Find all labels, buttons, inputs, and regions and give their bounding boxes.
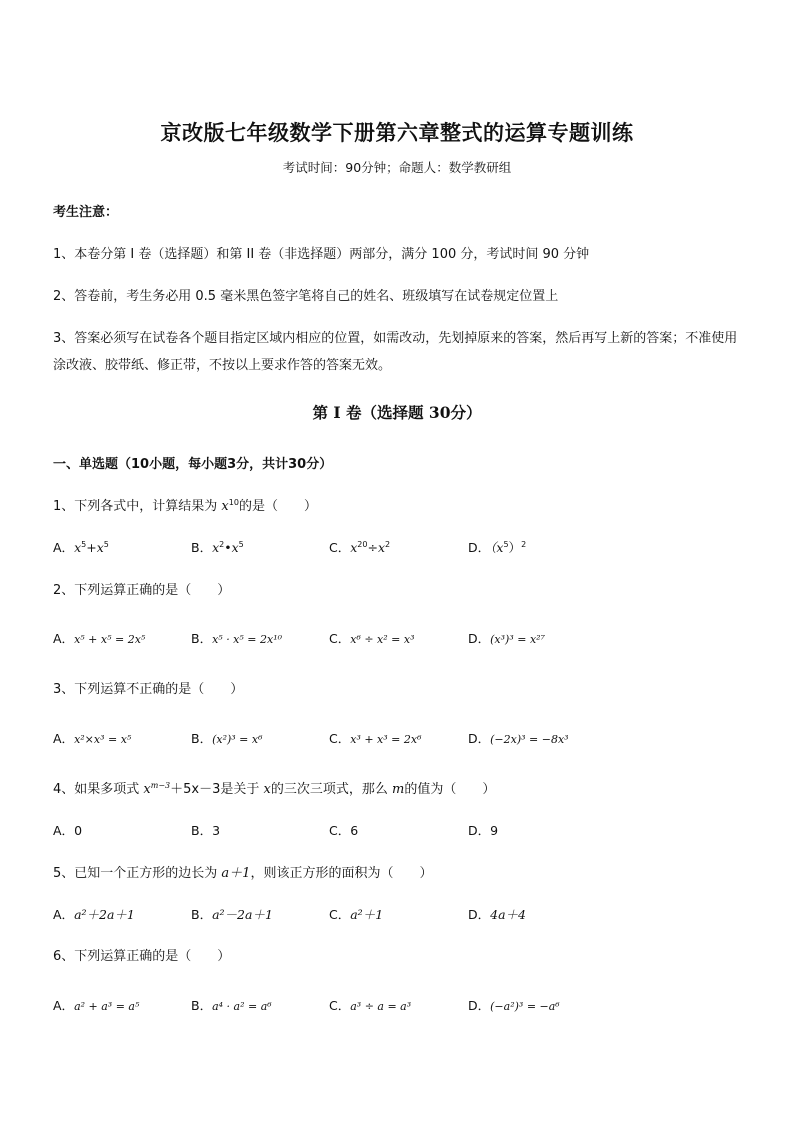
question-3-option-c[interactable]: C．x³ + x³ = 2x⁶ xyxy=(329,731,422,746)
question-6-option-c[interactable]: C．a³ ÷ a = a³ xyxy=(329,998,412,1013)
question-6-stem: 6、下列运算正确的是（ ） xyxy=(53,949,231,964)
question-4-option-d[interactable]: D．9 xyxy=(468,823,499,838)
question-1-option-d[interactable]: D．$(x^5)^2$ xyxy=(468,540,527,555)
part-heading: 一、单选题（10小题，每小题3分，共计30分） xyxy=(53,457,333,472)
question-2-option-d[interactable]: D．(x³)³ = x²⁷ xyxy=(468,631,545,646)
question-3-option-d[interactable]: D．(−2x)³ = −8x³ xyxy=(468,731,569,746)
question-1-option-b[interactable]: B．$x^2•x^5$ xyxy=(191,540,244,555)
question-6-option-d[interactable]: D．(−a²)³ = −a⁶ xyxy=(468,998,560,1013)
section-title: 第 I 卷（选择题 30分） xyxy=(312,403,482,422)
question-4-option-a[interactable]: A．0 xyxy=(53,823,83,838)
page-title: 京改版七年级数学下册第六章整式的运算专题训练 xyxy=(160,120,634,145)
notice-item-1: 1、本卷分第 I 卷（选择题）和第 II 卷（非选择题）两部分，满分 100 分，考试时间 90 分钟 xyxy=(53,247,590,262)
question-3-option-a[interactable]: A．x²×x³ = x⁵ xyxy=(53,731,132,746)
notice-item-3: 3、答案必须写在试卷各个题目指定区域内相应的位置，如需改动，先划掉原来的答案，然后再写上新的答案；不准使用涂改液、胶带纸、修正带，不按以上要求作答的答案无效。 xyxy=(53,331,738,373)
notice-item-2: 2、答卷前，考生务必用 0.5 毫米黑色签字笔将自己的姓名、班级填写在试卷规定位置上 xyxy=(53,289,559,304)
question-1-option-c[interactable]: C．$x^{20}\div x^2$ xyxy=(329,540,391,555)
question-4-stem: 4、如果多项式 $x^{m-3}+5x-3$是关于 x的三次三项式，那么 m的值为（ ） xyxy=(53,781,496,797)
question-1-option-a[interactable]: A．$x^5+x^5$ xyxy=(53,540,109,555)
question-4-option-b[interactable]: B．3 xyxy=(191,823,221,838)
question-2-option-a[interactable]: A．x⁵ + x⁵ = 2x⁵ xyxy=(53,631,146,646)
notice-heading: 考生注意： xyxy=(53,205,119,220)
question-5-option-b[interactable]: B．a²－2a＋1 xyxy=(191,907,273,922)
question-6-option-a[interactable]: A．a² + a³ = a⁵ xyxy=(53,998,140,1013)
question-5-option-a[interactable]: A．a²＋2a＋1 xyxy=(53,907,135,922)
question-5-option-d[interactable]: D．4a＋4 xyxy=(468,907,526,922)
question-2-stem: 2、下列运算正确的是（ ） xyxy=(53,583,231,598)
question-2-option-b[interactable]: B．x⁵ · x⁵ = 2x¹⁰ xyxy=(191,631,283,646)
question-4-option-c[interactable]: C．6 xyxy=(329,823,359,838)
question-5-stem: 5、已知一个正方形的边长为 a＋1，则该正方形的面积为（ ） xyxy=(53,866,433,881)
question-3-stem: 3、下列运算不正确的是（ ） xyxy=(53,682,244,697)
question-2-option-c[interactable]: C．x⁶ ÷ x² = x³ xyxy=(329,631,415,646)
question-3-option-b[interactable]: B．(x²)³ = x⁶ xyxy=(191,731,263,746)
question-5-option-c[interactable]: C．a²＋1 xyxy=(329,907,384,922)
question-1-stem: 1、下列各式中，计算结果为 $x^{10}$的是（ ） xyxy=(53,498,317,514)
exam-info: 考试时间：90分钟；命题人：数学教研组 xyxy=(282,160,512,175)
question-6-option-b[interactable]: B．a⁴ · a² = a⁶ xyxy=(191,998,272,1013)
